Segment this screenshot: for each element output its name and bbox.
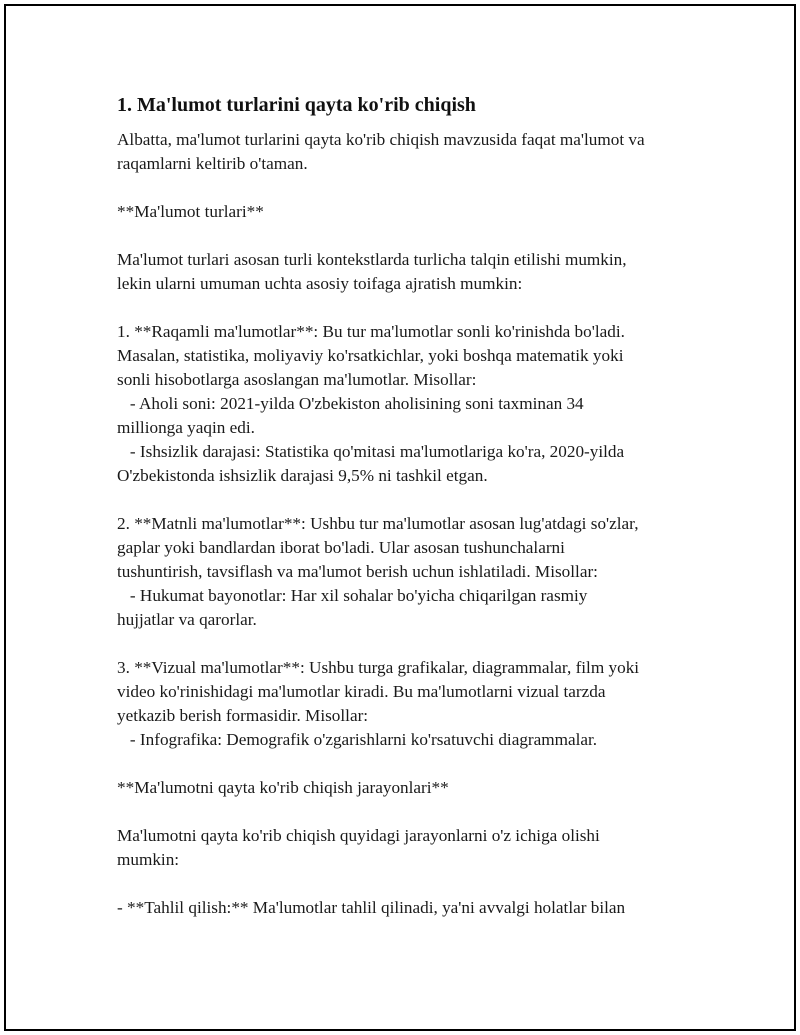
list-item-analysis: - **Tahlil qilish:** Ma'lumotlar tahlil qilinadi, ya'ni avvalgi holatlar bilan [117, 898, 626, 917]
paragraph-gap [117, 224, 697, 248]
section-heading-data-types: **Ma'lumot turlari** [117, 202, 264, 221]
paragraph-gap [117, 488, 697, 512]
document-body [117, 92, 697, 920]
paragraph-review-intro: Ma'lumotni qayta ko'rib chiqish quyidagi jarayonlarni o'z ichiga olishi mumkin: [117, 826, 600, 869]
document-title: 1. Ma'lumot turlarini qayta ko'rib chiqish [117, 94, 476, 116]
paragraph-gap [117, 752, 697, 776]
list-item-numeric-data: 1. **Raqamli ma'lumotlar**: Bu tur ma'lumotlar sonli ko'rinishda bo'ladi. Masalan, statistika, moliyaviy ko'rsatkichlar, yoki boshqa matematik yoki sonli hisobotlarga asoslangan ma'lumotlar. Misollar: - Aholi soni: 2021-yilda O'zbekiston aholisining soni taxminan 34 millionga yaqin edi. - Ishsizlik darajasi: Statistika qo'mitasi ma'lumotlariga ko'ra, 2020-yilda O'zbekistonda ishsizlik darajasi 9,5% ni tashkil etgan. [117, 322, 625, 485]
paragraph-gap [117, 632, 697, 656]
paragraph-gap [117, 872, 697, 896]
paragraph-intro: Albatta, ma'lumot turlarini qayta ko'rib chiqish mavzusida faqat ma'lumot va raqamlarni keltirib o'taman. [117, 130, 645, 173]
paragraph-categories: Ma'lumot turlari asosan turli kontekstlarda turlicha talqin etilishi mumkin, lekin ularni umuman uchta asosiy toifaga ajratish mumkin: [117, 250, 627, 293]
section-heading-review-process: **Ma'lumotni qayta ko'rib chiqish jarayonlari** [117, 778, 449, 797]
paragraph-gap [117, 296, 697, 320]
paragraph-gap [117, 800, 697, 824]
paragraph-gap [117, 176, 697, 200]
list-item-text-data: 2. **Matnli ma'lumotlar**: Ushbu tur ma'lumotlar asosan lug'atdagi so'zlar, gaplar yoki bandlardan iborat bo'ladi. Ular asosan tushunchalarni tushuntirish, tavsiflash va ma'lumot berish uchun ishlatiladi. Misollar: - Hukumat bayonotlar: Har xil sohalar bo'yicha chiqarilgan rasmiy hujjatlar va qarorlar. [117, 514, 639, 629]
list-item-visual-data: 3. **Vizual ma'lumotlar**: Ushbu turga grafikalar, diagrammalar, film yoki video ko'rinishidagi ma'lumotlar kiradi. Bu ma'lumotlarni vizual tarzda yetkazib berish formasidir. Misollar: - Infografika: Demografik o'zgarishlarni ko'rsatuvchi diagrammalar. [117, 658, 640, 749]
